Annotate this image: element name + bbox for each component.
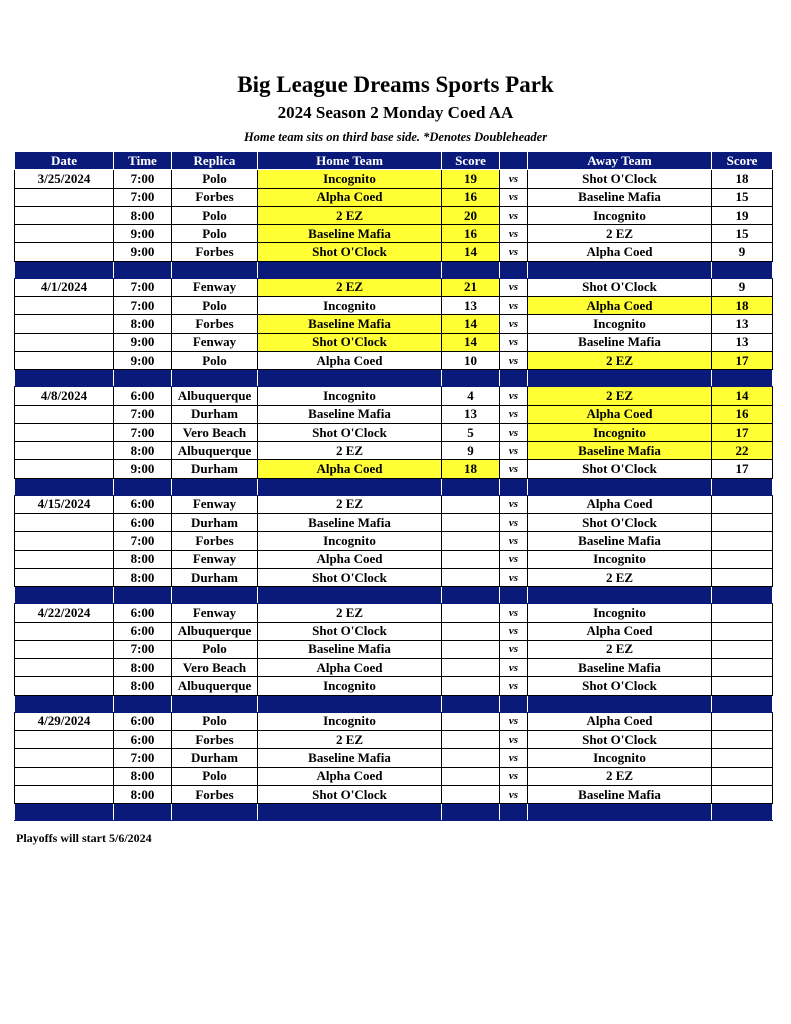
time-cell: 8:00 xyxy=(114,206,172,224)
home-team-cell: Incognito xyxy=(258,387,442,405)
time-cell: 7:00 xyxy=(114,297,172,315)
home-team-cell: Alpha Coed xyxy=(258,351,442,369)
date-cell xyxy=(15,297,114,315)
vs-cell: vs xyxy=(500,405,528,423)
away-team-cell: 2 EZ xyxy=(528,568,712,586)
home-score-cell: 16 xyxy=(442,225,500,243)
away-score-cell: 17 xyxy=(712,460,773,478)
table-row xyxy=(15,243,773,261)
time-cell: 8:00 xyxy=(114,785,172,803)
away-score-cell xyxy=(712,604,773,622)
replica-cell: Forbes xyxy=(172,243,258,261)
replica-cell: Polo xyxy=(172,351,258,369)
home-score-cell: 21 xyxy=(442,278,500,296)
away-team-cell: Alpha Coed xyxy=(528,622,712,640)
date-cell: 3/25/2024 xyxy=(15,170,114,188)
home-score-cell xyxy=(442,712,500,730)
replica-cell: Forbes xyxy=(172,188,258,206)
vs-cell: vs xyxy=(500,550,528,568)
vs-cell: vs xyxy=(500,460,528,478)
time-cell: 6:00 xyxy=(114,514,172,532)
table-row xyxy=(15,225,773,243)
away-team-cell: Baseline Mafia xyxy=(528,188,712,206)
date-cell xyxy=(15,677,114,695)
time-cell: 8:00 xyxy=(114,659,172,677)
away-score-cell xyxy=(712,749,773,767)
table-row xyxy=(15,731,773,749)
away-team-cell: Alpha Coed xyxy=(528,495,712,513)
home-team-cell: Shot O'Clock xyxy=(258,423,442,441)
table-row xyxy=(15,442,773,460)
week-separator xyxy=(15,804,773,821)
table-row xyxy=(15,785,773,803)
home-team-cell: Shot O'Clock xyxy=(258,785,442,803)
table-row xyxy=(15,405,773,423)
home-score-cell: 10 xyxy=(442,351,500,369)
replica-cell: Polo xyxy=(172,640,258,658)
time-cell: 7:00 xyxy=(114,170,172,188)
season-subtitle: 2024 Season 2 Monday Coed AA xyxy=(277,103,514,122)
time-cell: 7:00 xyxy=(114,278,172,296)
away-team-cell: Shot O'Clock xyxy=(528,731,712,749)
vs-cell: vs xyxy=(500,568,528,586)
week-separator xyxy=(15,261,773,278)
home-score-cell: 13 xyxy=(442,405,500,423)
replica-cell: Forbes xyxy=(172,785,258,803)
home-score-cell xyxy=(442,495,500,513)
home-team-cell: Incognito xyxy=(258,532,442,550)
time-cell: 7:00 xyxy=(114,405,172,423)
replica-cell: Durham xyxy=(172,568,258,586)
col-date: Date xyxy=(15,152,114,170)
home-team-cell: Baseline Mafia xyxy=(258,640,442,658)
home-score-cell: 14 xyxy=(442,315,500,333)
table-row xyxy=(15,188,773,206)
week-separator xyxy=(15,587,773,604)
table-row xyxy=(15,712,773,730)
col-away-score: Score xyxy=(712,152,773,170)
replica-cell: Forbes xyxy=(172,315,258,333)
table-row xyxy=(15,315,773,333)
home-score-cell xyxy=(442,785,500,803)
replica-cell: Fenway xyxy=(172,550,258,568)
time-cell: 9:00 xyxy=(114,333,172,351)
table-row xyxy=(15,387,773,405)
home-score-cell xyxy=(442,749,500,767)
home-team-cell: Shot O'Clock xyxy=(258,568,442,586)
away-team-cell: Baseline Mafia xyxy=(528,532,712,550)
time-cell: 6:00 xyxy=(114,622,172,640)
home-score-cell: 13 xyxy=(442,297,500,315)
time-cell: 8:00 xyxy=(114,442,172,460)
time-cell: 6:00 xyxy=(114,387,172,405)
date-cell: 4/29/2024 xyxy=(15,712,114,730)
vs-cell: vs xyxy=(500,622,528,640)
col-home-score: Score xyxy=(442,152,500,170)
date-cell xyxy=(15,749,114,767)
home-team-cell: Shot O'Clock xyxy=(258,622,442,640)
away-score-cell: 15 xyxy=(712,188,773,206)
col-time: Time xyxy=(114,152,172,170)
table-row xyxy=(15,170,773,188)
home-team-cell: Baseline Mafia xyxy=(258,315,442,333)
vs-cell: vs xyxy=(500,387,528,405)
date-cell xyxy=(15,640,114,658)
home-team-cell: 2 EZ xyxy=(258,604,442,622)
home-team-cell: Incognito xyxy=(258,712,442,730)
vs-cell: vs xyxy=(500,225,528,243)
date-cell xyxy=(15,767,114,785)
replica-cell: Polo xyxy=(172,225,258,243)
time-cell: 6:00 xyxy=(114,712,172,730)
replica-cell: Albuquerque xyxy=(172,677,258,695)
table-row xyxy=(15,550,773,568)
home-team-cell: Incognito xyxy=(258,677,442,695)
away-score-cell xyxy=(712,622,773,640)
home-team-cell: 2 EZ xyxy=(258,442,442,460)
replica-cell: Fenway xyxy=(172,495,258,513)
away-score-cell: 9 xyxy=(712,278,773,296)
away-team-cell: Incognito xyxy=(528,604,712,622)
table-row xyxy=(15,659,773,677)
replica-cell: Forbes xyxy=(172,731,258,749)
vs-cell: vs xyxy=(500,767,528,785)
replica-cell: Albuquerque xyxy=(172,622,258,640)
vs-cell: vs xyxy=(500,731,528,749)
replica-cell: Polo xyxy=(172,170,258,188)
replica-cell: Polo xyxy=(172,712,258,730)
date-cell: 4/22/2024 xyxy=(15,604,114,622)
date-cell xyxy=(15,405,114,423)
date-cell xyxy=(15,423,114,441)
home-team-cell: Alpha Coed xyxy=(258,767,442,785)
col-replica: Replica xyxy=(172,152,258,170)
home-team-cell: Incognito xyxy=(258,170,442,188)
vs-cell: vs xyxy=(500,423,528,441)
replica-cell: Fenway xyxy=(172,333,258,351)
date-cell xyxy=(15,188,114,206)
schedule-body xyxy=(15,170,773,821)
away-team-cell: Alpha Coed xyxy=(528,243,712,261)
away-team-cell: Incognito xyxy=(528,550,712,568)
table-row xyxy=(15,297,773,315)
time-cell: 8:00 xyxy=(114,767,172,785)
replica-cell: Durham xyxy=(172,405,258,423)
away-score-cell xyxy=(712,712,773,730)
time-cell: 8:00 xyxy=(114,568,172,586)
replica-cell: Durham xyxy=(172,460,258,478)
away-score-cell xyxy=(712,640,773,658)
date-cell xyxy=(15,550,114,568)
vs-cell: vs xyxy=(500,188,528,206)
vs-cell: vs xyxy=(500,514,528,532)
time-cell: 8:00 xyxy=(114,315,172,333)
table-row xyxy=(15,333,773,351)
home-team-cell: Alpha Coed xyxy=(258,550,442,568)
time-cell: 7:00 xyxy=(114,640,172,658)
away-score-cell: 17 xyxy=(712,423,773,441)
table-row xyxy=(15,460,773,478)
away-team-cell: 2 EZ xyxy=(528,640,712,658)
vs-cell: vs xyxy=(500,243,528,261)
away-team-cell: 2 EZ xyxy=(528,225,712,243)
away-score-cell: 19 xyxy=(712,206,773,224)
home-score-cell: 4 xyxy=(442,387,500,405)
time-cell: 8:00 xyxy=(114,550,172,568)
home-team-cell: Alpha Coed xyxy=(258,188,442,206)
date-cell: 4/8/2024 xyxy=(15,387,114,405)
away-team-cell: Baseline Mafia xyxy=(528,659,712,677)
away-team-cell: Baseline Mafia xyxy=(528,785,712,803)
date-cell xyxy=(15,659,114,677)
replica-cell: Durham xyxy=(172,514,258,532)
week-separator xyxy=(15,695,773,712)
time-cell: 6:00 xyxy=(114,604,172,622)
date-cell: 4/15/2024 xyxy=(15,495,114,513)
home-team-cell: 2 EZ xyxy=(258,206,442,224)
date-cell xyxy=(15,243,114,261)
away-team-cell: 2 EZ xyxy=(528,351,712,369)
away-team-cell: Baseline Mafia xyxy=(528,333,712,351)
replica-cell: Polo xyxy=(172,767,258,785)
away-score-cell xyxy=(712,495,773,513)
replica-cell: Durham xyxy=(172,749,258,767)
home-score-cell: 14 xyxy=(442,243,500,261)
away-score-cell xyxy=(712,785,773,803)
vs-cell: vs xyxy=(500,206,528,224)
away-team-cell: Incognito xyxy=(528,423,712,441)
home-team-cell: Baseline Mafia xyxy=(258,225,442,243)
away-score-cell xyxy=(712,767,773,785)
table-row xyxy=(15,640,773,658)
away-score-cell xyxy=(712,550,773,568)
vs-cell: vs xyxy=(500,495,528,513)
date-cell xyxy=(15,568,114,586)
vs-cell: vs xyxy=(500,640,528,658)
header-row xyxy=(15,152,773,170)
home-score-cell: 5 xyxy=(442,423,500,441)
home-score-cell: 20 xyxy=(442,206,500,224)
replica-cell: Forbes xyxy=(172,532,258,550)
home-score-cell xyxy=(442,767,500,785)
vs-cell: vs xyxy=(500,532,528,550)
home-score-cell xyxy=(442,550,500,568)
table-row xyxy=(15,568,773,586)
home-score-cell: 18 xyxy=(442,460,500,478)
away-score-cell: 15 xyxy=(712,225,773,243)
schedule-note: Home team sits on third base side. *Denotes Doubleheader xyxy=(243,130,548,144)
time-cell: 9:00 xyxy=(114,243,172,261)
vs-cell: vs xyxy=(500,315,528,333)
home-team-cell: 2 EZ xyxy=(258,731,442,749)
away-score-cell: 13 xyxy=(712,333,773,351)
time-cell: 7:00 xyxy=(114,749,172,767)
date-cell xyxy=(15,731,114,749)
away-team-cell: Alpha Coed xyxy=(528,405,712,423)
time-cell: 7:00 xyxy=(114,532,172,550)
away-score-cell: 13 xyxy=(712,315,773,333)
table-row xyxy=(15,206,773,224)
home-team-cell: Shot O'Clock xyxy=(258,243,442,261)
away-score-cell xyxy=(712,514,773,532)
home-score-cell: 19 xyxy=(442,170,500,188)
away-score-cell xyxy=(712,532,773,550)
vs-cell: vs xyxy=(500,677,528,695)
time-cell: 7:00 xyxy=(114,423,172,441)
date-cell xyxy=(15,785,114,803)
away-team-cell: Shot O'Clock xyxy=(528,170,712,188)
playoffs-note: Playoffs will start 5/6/2024 xyxy=(16,831,152,845)
away-score-cell: 22 xyxy=(712,442,773,460)
vs-cell: vs xyxy=(500,442,528,460)
table-row xyxy=(15,749,773,767)
away-score-cell xyxy=(712,731,773,749)
time-cell: 9:00 xyxy=(114,225,172,243)
date-cell xyxy=(15,532,114,550)
time-cell: 6:00 xyxy=(114,731,172,749)
table-row xyxy=(15,423,773,441)
home-team-cell: Incognito xyxy=(258,297,442,315)
date-cell xyxy=(15,315,114,333)
time-cell: 8:00 xyxy=(114,677,172,695)
schedule-table xyxy=(14,151,773,821)
home-team-cell: Baseline Mafia xyxy=(258,749,442,767)
date-cell xyxy=(15,622,114,640)
date-cell xyxy=(15,225,114,243)
time-cell: 9:00 xyxy=(114,460,172,478)
page-title: Big League Dreams Sports Park xyxy=(237,72,554,97)
time-cell: 7:00 xyxy=(114,188,172,206)
home-team-cell: 2 EZ xyxy=(258,278,442,296)
away-team-cell: 2 EZ xyxy=(528,767,712,785)
home-score-cell xyxy=(442,659,500,677)
home-score-cell: 9 xyxy=(442,442,500,460)
away-team-cell: Alpha Coed xyxy=(528,297,712,315)
table-row xyxy=(15,514,773,532)
away-team-cell: Baseline Mafia xyxy=(528,442,712,460)
home-score-cell xyxy=(442,640,500,658)
date-cell xyxy=(15,351,114,369)
time-cell: 9:00 xyxy=(114,351,172,369)
table-row xyxy=(15,677,773,695)
replica-cell: Albuquerque xyxy=(172,387,258,405)
away-team-cell: Shot O'Clock xyxy=(528,278,712,296)
away-team-cell: Incognito xyxy=(528,206,712,224)
replica-cell: Albuquerque xyxy=(172,442,258,460)
date-cell xyxy=(15,514,114,532)
home-score-cell xyxy=(442,622,500,640)
home-score-cell xyxy=(442,731,500,749)
home-score-cell xyxy=(442,604,500,622)
home-team-cell: Alpha Coed xyxy=(258,460,442,478)
home-team-cell: Alpha Coed xyxy=(258,659,442,677)
away-score-cell: 18 xyxy=(712,170,773,188)
home-team-cell: 2 EZ xyxy=(258,495,442,513)
away-team-cell: Shot O'Clock xyxy=(528,460,712,478)
away-score-cell: 18 xyxy=(712,297,773,315)
away-score-cell xyxy=(712,659,773,677)
replica-cell: Fenway xyxy=(172,278,258,296)
vs-cell: vs xyxy=(500,333,528,351)
vs-cell: vs xyxy=(500,278,528,296)
table-row xyxy=(15,604,773,622)
date-cell xyxy=(15,206,114,224)
table-row xyxy=(15,351,773,369)
table-row xyxy=(15,767,773,785)
away-team-cell: Incognito xyxy=(528,315,712,333)
date-cell: 4/1/2024 xyxy=(15,278,114,296)
time-cell: 6:00 xyxy=(114,495,172,513)
replica-cell: Polo xyxy=(172,297,258,315)
date-cell xyxy=(15,442,114,460)
table-row xyxy=(15,532,773,550)
away-team-cell: Alpha Coed xyxy=(528,712,712,730)
away-score-cell xyxy=(712,568,773,586)
vs-cell: vs xyxy=(500,351,528,369)
week-separator xyxy=(15,478,773,495)
away-team-cell: Shot O'Clock xyxy=(528,677,712,695)
away-score-cell: 16 xyxy=(712,405,773,423)
replica-cell: Vero Beach xyxy=(172,659,258,677)
away-team-cell: Incognito xyxy=(528,749,712,767)
vs-cell: vs xyxy=(500,604,528,622)
away-team-cell: Shot O'Clock xyxy=(528,514,712,532)
table-row xyxy=(15,495,773,513)
away-score-cell: 14 xyxy=(712,387,773,405)
home-score-cell: 14 xyxy=(442,333,500,351)
home-score-cell xyxy=(442,532,500,550)
table-row xyxy=(15,622,773,640)
away-team-cell: 2 EZ xyxy=(528,387,712,405)
vs-cell: vs xyxy=(500,749,528,767)
replica-cell: Polo xyxy=(172,206,258,224)
col-vs xyxy=(500,152,528,170)
table-row xyxy=(15,278,773,296)
vs-cell: vs xyxy=(500,297,528,315)
home-score-cell xyxy=(442,568,500,586)
replica-cell: Vero Beach xyxy=(172,423,258,441)
col-away-team: Away Team xyxy=(528,152,712,170)
vs-cell: vs xyxy=(500,659,528,677)
vs-cell: vs xyxy=(500,712,528,730)
away-score-cell: 17 xyxy=(712,351,773,369)
away-score-cell: 9 xyxy=(712,243,773,261)
vs-cell: vs xyxy=(500,170,528,188)
week-separator xyxy=(15,370,773,387)
home-team-cell: Baseline Mafia xyxy=(258,514,442,532)
date-cell xyxy=(15,460,114,478)
home-score-cell xyxy=(442,677,500,695)
replica-cell: Fenway xyxy=(172,604,258,622)
home-team-cell: Baseline Mafia xyxy=(258,405,442,423)
vs-cell: vs xyxy=(500,785,528,803)
home-team-cell: Shot O'Clock xyxy=(258,333,442,351)
home-score-cell: 16 xyxy=(442,188,500,206)
date-cell xyxy=(15,333,114,351)
away-score-cell xyxy=(712,677,773,695)
home-score-cell xyxy=(442,514,500,532)
col-home-team: Home Team xyxy=(258,152,442,170)
